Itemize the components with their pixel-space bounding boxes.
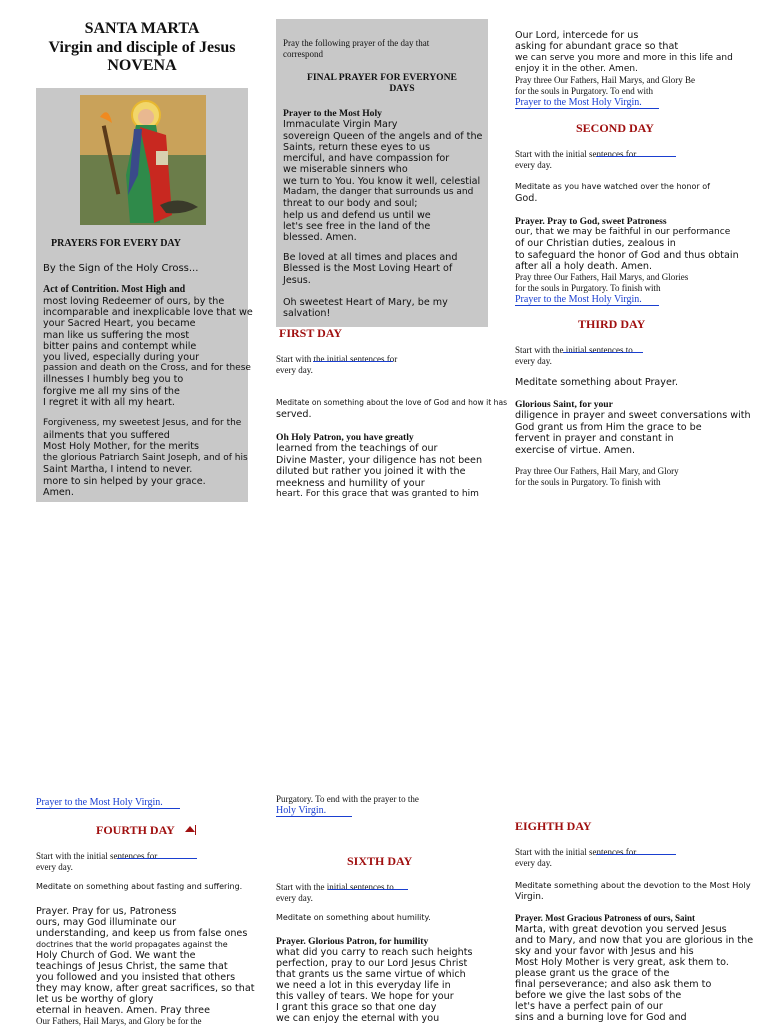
text-line: Purgatory. To end with the prayer to the	[276, 794, 419, 804]
text-line: what did you carry to reach such heights	[276, 947, 473, 958]
text-line: every day.	[276, 893, 313, 903]
text-line: salvation!	[283, 308, 331, 320]
text-line: for the souls in Purgatory. To finish with	[515, 283, 661, 293]
text-line: Most Holy Mother, for the merits	[43, 441, 200, 452]
prayer-title: Oh Holy Patron, you have greatly	[276, 432, 414, 443]
text-line: eternal in heaven. Amen. Pray three	[36, 1005, 210, 1016]
text-line: after all a holy death. Amen.	[515, 260, 653, 272]
text-line: our, that we may be faithful in our performance	[515, 227, 731, 238]
text-line: correspond	[283, 49, 323, 59]
pray-following	[283, 38, 429, 60]
text-line: I grant this grace so that one day	[276, 1002, 437, 1013]
prayer-title: Prayer. Most Gracious Patroness of ours, Saint	[515, 913, 695, 923]
text-line: forgive me all my sins of the	[43, 385, 180, 397]
text-line: Pray three Our Fathers, Hail Marys, and Glory Be	[515, 75, 695, 85]
sixth-day-start	[276, 880, 408, 904]
text-line: sky and your favor with Jesus and his	[515, 946, 694, 957]
text-line: merciful, and have compassion for	[283, 153, 450, 165]
text-line: bitter pains and contempt while	[43, 340, 197, 352]
text-line: to safeguard the honor of God and thus obtain	[515, 249, 739, 261]
text-line: every day.	[515, 858, 552, 868]
text-line: meekness and humility of your	[276, 477, 425, 489]
text-line: Madam, the danger that surrounds us and	[283, 187, 474, 198]
text-line: we miserable sinners who	[283, 164, 408, 176]
text-line: Start with the initial sentences for	[515, 845, 676, 858]
third-day-meditate: Meditate something about Prayer.	[515, 377, 678, 388]
text-line: ailments that you suffered	[43, 429, 170, 441]
pray-three-1	[515, 75, 695, 97]
second-day-heading: SECOND DAY	[576, 121, 654, 135]
text-line: perfection, pray to our Lord Jesus Christ	[276, 958, 468, 969]
text-line: Prayer. Pray for us, Patroness	[36, 906, 177, 917]
prayers-panel	[36, 88, 253, 502]
prayer-title: Prayer. Pray to God, sweet Patroness	[515, 216, 667, 227]
text-line: diligence in prayer and sweet conversations with	[515, 410, 751, 422]
holy-patron-prayer	[276, 432, 482, 500]
link-prayer-virgin-1[interactable]: Prayer to the Most Holy Virgin.	[515, 97, 659, 109]
text-line: diluted but rather you joined it with the	[276, 466, 466, 478]
text-line: every day.	[515, 356, 552, 366]
text-line: the glorious Patriarch Saint Joseph, and of his	[43, 452, 248, 463]
final-prayer-heading	[276, 72, 488, 94]
text-line: man like us suffering the most	[43, 329, 190, 341]
text-line: this valley of tears. We hope for your	[276, 991, 454, 1002]
forgiveness-paragraph	[43, 418, 248, 499]
prayers-heading: PRAYERS FOR EVERY DAY	[51, 238, 181, 249]
first-day-start	[276, 352, 398, 376]
divider-mark	[195, 825, 196, 835]
text-line: sins and a burning love for God and	[515, 1012, 687, 1023]
text-line: final perseverance; and also ask them to	[515, 979, 712, 990]
text-line: more to sin helped by your grace.	[43, 475, 206, 487]
first-day-heading: FIRST DAY	[279, 326, 343, 340]
text-line: for the souls in Purgatory. To finish with	[515, 477, 661, 487]
text-line: Start with the initial sentences to	[515, 343, 643, 356]
fourth-day-prayer	[36, 906, 255, 1027]
text-line: ours, may God illuminate our	[36, 917, 177, 928]
text-line: let's have a perfect pain of our	[515, 1001, 663, 1012]
text-line: incomparable and inexplicable love that we	[43, 307, 253, 319]
act-of-contrition	[43, 284, 253, 408]
sixth-day-prayer	[276, 936, 472, 1024]
text-line: that grants us the same virtue of which	[276, 969, 466, 980]
text-line: help us and defend us until we	[283, 209, 431, 221]
most-holy-prayer	[283, 108, 482, 244]
text-line: we need a lot in this everyday life in	[276, 980, 451, 991]
final-prayer-panel	[276, 19, 488, 327]
link-prayer-virgin-2[interactable]: Prayer to the Most Holy Virgin.	[515, 294, 659, 306]
purgatory-text	[276, 794, 419, 805]
text-line: for the souls in Purgatory. To end with	[515, 86, 653, 96]
text-line: Start with the initial sentences to	[276, 880, 408, 893]
text-line: Blessed is the Most Loving Heart of	[283, 263, 453, 275]
title-line: SANTA MARTA	[84, 20, 200, 37]
god-text: God.	[515, 193, 538, 204]
text-line: enjoy it in the other. Amen.	[515, 63, 638, 74]
served-text: served.	[276, 409, 312, 420]
fourth-day-start	[36, 849, 197, 873]
text-line: Marta, with great devotion you served Jesus	[515, 924, 727, 935]
text-line: doctrines that the world propagates against the	[36, 940, 228, 949]
text-line: let us be worthy of glory	[36, 994, 154, 1005]
text-line: Saints, return these eyes to us	[283, 141, 430, 153]
text-line: Holy Church of God. We want the	[36, 950, 196, 961]
text-line: Oh sweetest Heart of Mary, be my	[283, 297, 448, 308]
text-line: DAYS	[389, 83, 415, 94]
text-line: please grant us the grace of the	[515, 968, 670, 979]
prayer-title: Prayer. Glorious Patron, for humility	[276, 936, 429, 947]
text-line: Amen.	[43, 487, 74, 498]
triangle-icon	[185, 826, 195, 832]
text-line: Start with the initial sentences for	[515, 147, 676, 160]
text-line: Our Fathers, Hail Marys, and Glory be for the	[36, 1016, 202, 1026]
text-line: Meditate something about the devotion to the Most Holy	[515, 880, 751, 890]
text-line: God grant us from Him the grace to be	[515, 421, 702, 433]
text-line: we can enjoy the eternal with you	[276, 1013, 440, 1024]
text-line: you lived, especially during your	[43, 352, 200, 364]
text-line: Most Holy Mother is very great, ask them to.	[515, 957, 729, 968]
text-line: FINAL PRAYER FOR EVERYONE	[307, 72, 457, 83]
glorious-saint-prayer	[515, 399, 751, 456]
text-line: blessed. Amen.	[283, 232, 357, 244]
text-line: Our Lord, intercede for us	[515, 30, 639, 41]
sixth-day-meditate: Meditate on something about humility.	[276, 913, 431, 922]
beloved-paragraph	[283, 252, 457, 286]
text-line: Jesus.	[283, 274, 311, 286]
text-line: Start with the initial sentences for	[276, 354, 398, 364]
third-day-start	[515, 343, 643, 367]
sweetest-heart	[283, 297, 448, 320]
pray-three-3	[515, 466, 679, 488]
text-line: I regret it with all my heart.	[43, 396, 175, 408]
first-day-meditate: Meditate on something about the love of God and how it has	[276, 398, 508, 407]
third-day-heading: THIRD DAY	[578, 317, 646, 331]
text-line: Pray three Our Fathers, Hail Marys, and Glories	[515, 272, 689, 282]
link-holy-virgin[interactable]: Holy Virgin.	[276, 805, 352, 817]
text-line: they may know, after great sacrifices, so that	[36, 983, 255, 994]
sixth-day-heading: SIXTH DAY	[347, 854, 413, 868]
text-line: Divine Master, your diligence has not been	[276, 454, 483, 466]
text-line: heart. For this grace that was granted to him	[276, 489, 479, 500]
text-line: we turn to You. You know it well, celestial	[283, 175, 481, 187]
text-line: every day.	[276, 365, 313, 375]
text-line: fervent in prayer and constant in	[515, 433, 674, 445]
text-line: Forgiveness, my sweetest Jesus, and for the	[43, 418, 242, 428]
title-line: Virgin and disciple of Jesus	[48, 38, 236, 56]
fourth-day-heading	[96, 823, 196, 838]
pray-three-2	[515, 272, 688, 294]
text-line: your Sacred Heart, you became	[43, 318, 196, 330]
text-line: Pray the following prayer of the day that	[283, 38, 430, 48]
text-line: understanding, and keep us from false ones	[36, 928, 248, 939]
prayer-title: Prayer to the Most Holy	[283, 108, 382, 119]
fourth-day-label: FOURTH DAY	[96, 823, 175, 837]
second-day-prayer	[515, 216, 739, 272]
title-line: NOVENA	[107, 57, 177, 74]
second-day-start	[515, 147, 676, 171]
text-line: and to Mary, and now that you are glorious in the	[515, 935, 754, 946]
text-line: teachings of Jesus Christ, the same that	[36, 961, 228, 972]
sign-of-cross: By the Sign of the Holy Cross...	[43, 263, 199, 274]
text-line: Saint Martha, I intend to never.	[43, 464, 193, 475]
text-line: sovereign Queen of the angels and of the	[283, 130, 483, 142]
text-line: illnesses I humbly beg you to	[43, 374, 184, 386]
text-line: most loving Redeemer of ours, by the	[43, 296, 225, 307]
text-line: we can serve you more and more in this life and	[515, 52, 733, 63]
text-line: Be loved at all times and places and	[283, 252, 458, 263]
intercede-paragraph	[515, 30, 733, 75]
text-line: of our Christian duties, zealous in	[515, 238, 676, 250]
text-line: asking for abundant grace so that	[515, 41, 679, 53]
text-line: exercise of virtue. Amen.	[515, 444, 636, 456]
text-line: Immaculate Virgin Mary	[283, 119, 398, 131]
contrition-title: Act of Contrition. Most High and	[43, 284, 186, 295]
novena-title	[36, 20, 248, 76]
text-line: Start with the initial sentences for	[36, 849, 197, 862]
text-line: Virgin.	[515, 892, 544, 902]
second-day-meditate: Meditate as you have watched over the honor of	[515, 182, 710, 191]
eighth-day-heading: EIGHTH DAY	[515, 819, 592, 833]
eighth-day-start	[515, 845, 676, 869]
text-line: before we give the last sobs of the	[515, 990, 682, 1001]
text-line: learned from the teachings of our	[276, 443, 438, 455]
eighth-day-prayer	[515, 913, 753, 1023]
link-prayer-virgin-3[interactable]: Prayer to the Most Holy Virgin.	[36, 797, 180, 809]
text-line: Pray three Our Fathers, Hail Mary, and Glory	[515, 466, 679, 476]
text-line: every day.	[515, 160, 552, 170]
santa-marta-image	[80, 95, 206, 225]
text-line: you followed and you insisted that others	[36, 972, 236, 983]
fourth-day-meditate: Meditate on something about fasting and suffering.	[36, 882, 243, 891]
text-line: passion and death on the Cross, and for these	[43, 363, 251, 374]
text-line: threat to our body and soul;	[283, 198, 418, 210]
text-line: every day.	[36, 862, 73, 872]
text-line: let's see free in the land of the	[283, 220, 431, 232]
eighth-day-meditate	[515, 879, 751, 903]
prayer-title: Glorious Saint, for your	[515, 399, 613, 410]
